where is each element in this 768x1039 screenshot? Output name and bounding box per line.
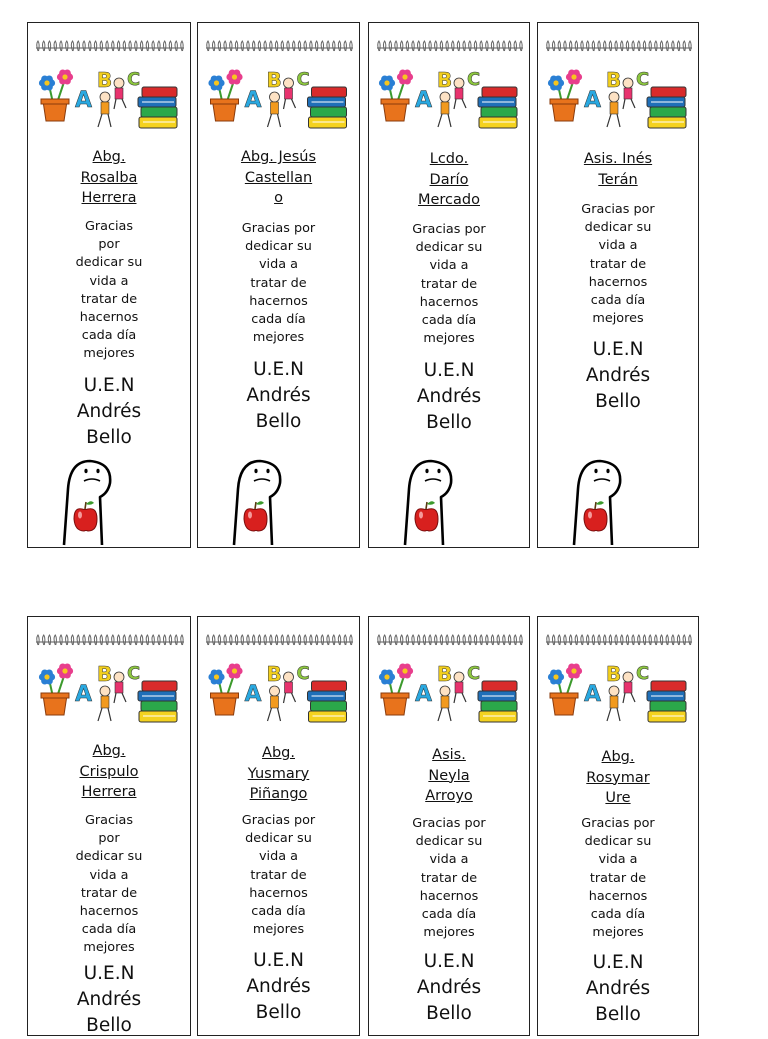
thank-you-message-line: cada día [81, 922, 137, 938]
svg-text:A: A [584, 88, 602, 113]
recipient-name-line: Yusmary [247, 765, 310, 782]
thank-you-message [204, 220, 353, 347]
thank-you-message-line: cada día [81, 328, 137, 344]
recipient-name-line: o [274, 190, 283, 206]
thank-you-message-line: por [98, 237, 120, 253]
thank-you-message-line: cada día [421, 907, 477, 923]
svg-text:A: A [75, 88, 93, 113]
thank-you-message [544, 201, 692, 328]
books-icon [308, 681, 347, 722]
flork-figure-with-apple-icon [397, 459, 459, 547]
bookmark-card [27, 616, 191, 1036]
thank-you-message-line: Gracias [84, 813, 134, 828]
school-name [542, 950, 694, 1028]
recipient-name-line: Abg. [601, 749, 635, 765]
thank-you-message [34, 812, 184, 958]
school-name-line: Bello [255, 1002, 302, 1023]
recipient-name-line: Ure [605, 790, 631, 806]
spiral-binding-icon [375, 39, 525, 53]
school-name-line: Andrés [416, 386, 482, 407]
school-name-line: U.E.N [253, 359, 304, 380]
books-icon [138, 87, 177, 128]
recipient-name [202, 743, 355, 805]
svg-text:C: C [296, 663, 310, 684]
thank-you-message-line: cada día [251, 904, 306, 920]
thank-you-message-line: tratar de [80, 885, 138, 901]
bookmark-card [368, 22, 530, 548]
school-name-line: U.E.N [592, 952, 644, 973]
thank-you-message-line: dedicar su [245, 239, 312, 255]
recipient-name-line: Rosymar [586, 769, 650, 786]
thank-you-message-line: Gracias por [581, 202, 655, 217]
spiral-binding-icon [34, 39, 186, 53]
svg-text:B: B [437, 68, 453, 92]
bookmark-card [197, 22, 360, 548]
svg-text:B: B [606, 68, 622, 92]
thank-you-message-line: Gracias por [241, 221, 316, 236]
school-name [373, 949, 525, 1027]
recipient-name-line: Abg. [262, 745, 295, 761]
recipient-name-line: Herrera [81, 784, 137, 800]
thank-you-message-line: Gracias [84, 219, 134, 234]
school-name [32, 961, 186, 1039]
recipient-name-line: Abg. Jesús [240, 149, 317, 165]
thank-you-message-line: tratar de [420, 276, 478, 292]
thank-you-message-line: Gracias por [581, 816, 655, 831]
recipient-name [542, 747, 694, 809]
spiral-binding-icon [544, 39, 694, 53]
thank-you-message-line: vida a [598, 852, 638, 868]
recipient-name [542, 149, 694, 190]
thank-you-message-line: hacernos [419, 888, 479, 904]
thank-you-message-line: cada día [590, 907, 646, 923]
school-name-line: Bello [255, 411, 302, 432]
thank-you-message-line: mejores [423, 925, 475, 941]
svg-text:C: C [296, 69, 310, 90]
thank-you-message-line: vida a [89, 867, 129, 883]
recipient-name-line: Neyla [428, 767, 470, 784]
thank-you-message [204, 812, 353, 939]
school-name [373, 358, 525, 436]
school-name-line: U.E.N [592, 339, 644, 360]
books-icon [478, 87, 517, 128]
books-icon [647, 681, 686, 722]
recipient-name-line: Rosalba [80, 169, 138, 186]
recipient-name-line: Castellan [244, 169, 313, 186]
abc-school-art-icon [204, 657, 355, 729]
bookmark-card [537, 22, 699, 548]
recipient-name-line: Piñango [249, 786, 308, 802]
thank-you-message-line: hacernos [419, 294, 479, 310]
thank-you-message-line: tratar de [80, 291, 138, 307]
recipient-name-line: Asis. Inés [583, 151, 653, 167]
recipient-name-line: Herrera [81, 190, 137, 206]
thank-you-message [34, 218, 184, 364]
flower-pot-icon [548, 664, 582, 715]
recipient-name-line: Abg. [92, 149, 126, 165]
thank-you-message-line: hacernos [588, 274, 648, 290]
school-name-line: Andrés [76, 989, 142, 1010]
school-name-line: Bello [595, 391, 641, 412]
books-icon [138, 681, 177, 722]
svg-text:A: A [244, 88, 262, 113]
recipient-name-line: Darío [429, 171, 469, 188]
abc-school-art-icon [34, 657, 186, 729]
flower-pot-icon [379, 664, 413, 715]
thank-you-message-line: mejores [592, 311, 644, 327]
thank-you-message-line: mejores [252, 330, 305, 346]
thank-you-message-line: tratar de [589, 256, 647, 272]
school-name-line: U.E.N [423, 951, 475, 972]
recipient-name [32, 741, 186, 803]
abc-school-art-icon [375, 657, 525, 729]
thank-you-message-line: tratar de [250, 867, 307, 883]
thank-you-message-line: por [98, 831, 120, 847]
svg-text:B: B [437, 662, 453, 686]
thank-you-message-line: dedicar su [415, 240, 483, 256]
svg-text:A: A [75, 682, 93, 707]
svg-text:C: C [467, 69, 481, 90]
thank-you-message-line: dedicar su [75, 255, 143, 271]
bookmark-card [537, 616, 699, 1036]
school-name [542, 337, 694, 415]
thank-you-message-line: dedicar su [584, 220, 652, 236]
recipient-name-line: Terán [598, 171, 638, 188]
flork-figure-with-apple-icon [56, 459, 118, 547]
flower-pot-icon [379, 70, 413, 121]
thank-you-message-line: tratar de [420, 870, 478, 886]
school-name-line: U.E.N [423, 360, 475, 381]
recipient-name-line: Crispulo [79, 763, 139, 780]
spiral-binding-icon [204, 633, 355, 647]
recipient-name-line: Arroyo [425, 788, 473, 804]
thank-you-message-line: vida a [598, 238, 638, 254]
svg-text:B: B [266, 662, 282, 686]
abc-school-art-icon [375, 63, 525, 135]
thank-you-message-line: cada día [590, 293, 646, 309]
books-icon [647, 87, 686, 128]
svg-text:C: C [467, 663, 481, 684]
thank-you-message-line: mejores [83, 346, 135, 362]
thank-you-message-line: hacernos [249, 885, 308, 901]
school-name-line: Andrés [246, 976, 311, 997]
recipient-name-line: Abg. [92, 743, 126, 759]
thank-you-message-line: cada día [251, 312, 306, 328]
thank-you-message-line: hacernos [79, 904, 139, 920]
school-name [202, 948, 355, 1026]
abc-school-art-icon [204, 63, 355, 135]
thank-you-message-line: vida a [429, 258, 469, 274]
school-name [202, 357, 355, 435]
school-name-line: Bello [86, 427, 132, 448]
bookmark-card [197, 616, 360, 1036]
recipient-name [373, 745, 525, 807]
svg-text:C: C [636, 663, 650, 684]
abc-school-art-icon [34, 63, 186, 135]
thank-you-message-line: vida a [258, 257, 298, 273]
thank-you-message-line: mejores [592, 925, 644, 941]
thank-you-message-line: Gracias por [412, 816, 486, 831]
spiral-binding-icon [34, 633, 186, 647]
flower-pot-icon [39, 664, 73, 715]
svg-text:A: A [244, 682, 262, 707]
flower-pot-icon [39, 70, 73, 121]
flower-pot-icon [208, 664, 242, 715]
svg-text:B: B [266, 68, 282, 92]
school-name-line: Bello [426, 412, 472, 433]
svg-text:A: A [584, 682, 602, 707]
thank-you-message-line: Gracias por [412, 222, 486, 237]
recipient-name [32, 147, 186, 209]
school-name-line: U.E.N [83, 963, 135, 984]
svg-text:C: C [127, 69, 141, 90]
bookmark-card [27, 22, 191, 548]
bookmark-card [368, 616, 530, 1036]
abc-school-art-icon [544, 657, 694, 729]
school-name-line: Bello [86, 1015, 132, 1036]
svg-text:B: B [606, 662, 622, 686]
thank-you-message-line: tratar de [250, 275, 307, 291]
school-name [32, 373, 186, 451]
thank-you-message-line: mejores [423, 331, 475, 347]
recipient-name [202, 147, 355, 209]
recipient-name [373, 149, 525, 211]
spiral-binding-icon [375, 633, 525, 647]
school-name-line: Andrés [585, 365, 651, 386]
thank-you-message-line: hacernos [79, 310, 139, 326]
school-name-line: U.E.N [83, 375, 135, 396]
thank-you-message [375, 221, 523, 348]
spiral-binding-icon [544, 633, 694, 647]
thank-you-message-line: Gracias por [241, 813, 316, 828]
thank-you-message-line: cada día [421, 313, 477, 329]
recipient-name-line: Mercado [417, 192, 480, 208]
svg-text:B: B [97, 68, 113, 92]
thank-you-message-line: dedicar su [245, 831, 312, 847]
thank-you-message-line: mejores [83, 940, 135, 956]
books-icon [478, 681, 517, 722]
school-name-line: Andrés [416, 977, 482, 998]
abc-school-art-icon [544, 63, 694, 135]
thank-you-message-line: hacernos [588, 888, 648, 904]
svg-text:C: C [127, 663, 141, 684]
flork-figure-with-apple-icon [226, 459, 288, 547]
books-icon [308, 87, 347, 128]
flork-figure-with-apple-icon [566, 459, 628, 547]
school-name-line: Bello [426, 1003, 472, 1024]
flower-pot-icon [548, 70, 582, 121]
svg-text:A: A [415, 88, 433, 113]
thank-you-message-line: vida a [89, 273, 129, 289]
thank-you-message-line: dedicar su [415, 834, 483, 850]
recipient-name-line: Lcdo. [429, 151, 469, 167]
thank-you-message [544, 815, 692, 942]
svg-text:A: A [415, 682, 433, 707]
thank-you-message-line: vida a [429, 852, 469, 868]
svg-text:B: B [97, 662, 113, 686]
thank-you-message-line: hacernos [249, 293, 308, 309]
flower-pot-icon [208, 70, 242, 121]
school-name-line: Andrés [76, 401, 142, 422]
thank-you-message [375, 815, 523, 942]
svg-text:C: C [636, 69, 650, 90]
school-name-line: Bello [595, 1004, 641, 1025]
spiral-binding-icon [204, 39, 355, 53]
thank-you-message-line: vida a [258, 849, 298, 865]
school-name-line: U.E.N [253, 950, 304, 971]
thank-you-message-line: dedicar su [584, 834, 652, 850]
thank-you-message-line: mejores [252, 922, 305, 938]
thank-you-message-line: dedicar su [75, 849, 143, 865]
thank-you-message-line: tratar de [589, 870, 647, 886]
school-name-line: Andrés [246, 385, 311, 406]
recipient-name-line: Asis. [432, 747, 466, 763]
school-name-line: Andrés [585, 978, 651, 999]
